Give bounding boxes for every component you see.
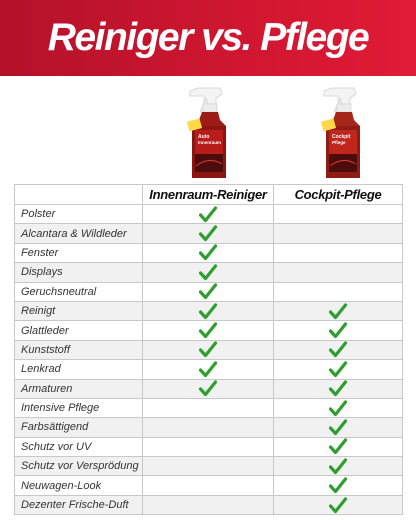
cell-reiniger: [142, 283, 273, 301]
checkmark-icon: [329, 458, 347, 475]
cell-reiniger: [142, 263, 273, 281]
row-label: Fenster: [14, 244, 142, 262]
table-header-row: [14, 185, 403, 205]
banner-title: Reiniger vs. Pflege: [47, 16, 369, 59]
row-label: Armaturen: [14, 380, 142, 398]
table-row: [14, 321, 403, 340]
row-label: Lenkrad: [14, 360, 142, 378]
checkmark-icon: [199, 283, 217, 300]
table-row: [14, 418, 403, 437]
column-header-pflege: [273, 185, 403, 204]
checkmark-icon: [199, 380, 217, 397]
row-label: Neuwagen-Look: [14, 476, 142, 494]
table-row: [14, 438, 403, 457]
checkmark-icon: [329, 361, 347, 378]
svg-text:Innenraum: Innenraum: [198, 140, 222, 145]
header-banner: [0, 0, 416, 76]
checkmark-icon: [199, 322, 217, 339]
cell-reiniger: [142, 321, 273, 339]
cell-reiniger: [142, 341, 273, 359]
table-row: [14, 205, 403, 224]
row-label: Schutz vor Versprödung: [14, 457, 142, 475]
cell-pflege: [273, 380, 403, 398]
header-empty-cell: [14, 185, 142, 204]
row-label: Alcantara & Wildleder: [14, 224, 142, 242]
row-label: Geruchsneutral: [14, 283, 142, 301]
spray-bottle-icon: [176, 86, 236, 182]
cell-pflege: [273, 399, 403, 417]
cell-reiniger: [142, 457, 273, 475]
table-row: [14, 244, 403, 263]
checkmark-icon: [329, 341, 347, 358]
cell-pflege: [273, 360, 403, 378]
cell-reiniger: [142, 496, 273, 514]
cell-pflege: [273, 263, 403, 281]
table-row: [14, 341, 403, 360]
row-label: Farbsättigend: [14, 418, 142, 436]
checkmark-icon: [329, 497, 347, 514]
table-row: [14, 496, 403, 515]
checkmark-icon: [329, 322, 347, 339]
checkmark-icon: [329, 303, 347, 320]
checkmark-icon: [329, 438, 347, 455]
cell-reiniger: [142, 438, 273, 456]
cell-reiniger: [142, 476, 273, 494]
checkmark-icon: [329, 477, 347, 494]
row-label: Polster: [14, 205, 142, 223]
table-row: [14, 263, 403, 282]
product-image-pflege: [310, 86, 370, 182]
checkmark-icon: [199, 264, 217, 281]
table-row: [14, 399, 403, 418]
table-row: [14, 476, 403, 495]
spray-bottle-icon: [310, 86, 370, 182]
row-label: Kunststoff: [14, 341, 142, 359]
cell-reiniger: [142, 244, 273, 262]
product-image-reiniger: [176, 86, 236, 182]
row-label: Glattleder: [14, 321, 142, 339]
table-row: [14, 224, 403, 243]
row-label: Reinigt: [14, 302, 142, 320]
checkmark-icon: [199, 341, 217, 358]
cell-reiniger: [142, 399, 273, 417]
cell-reiniger: [142, 380, 273, 398]
table-row: [14, 360, 403, 379]
checkmark-icon: [199, 244, 217, 261]
checkmark-icon: [329, 419, 347, 436]
column-header-label: Cockpit-Pflege: [294, 187, 382, 202]
row-label: Intensive Pflege: [14, 399, 142, 417]
table-row: [14, 283, 403, 302]
cell-pflege: [273, 224, 403, 242]
svg-text:Cockpit: Cockpit: [332, 134, 351, 140]
cell-reiniger: [142, 418, 273, 436]
checkmark-icon: [329, 380, 347, 397]
cell-pflege: [273, 476, 403, 494]
cell-pflege: [273, 418, 403, 436]
svg-text:Pflege: Pflege: [332, 140, 346, 145]
table-row: [14, 380, 403, 399]
cell-pflege: [273, 302, 403, 320]
column-header-label: Innenraum-Reiniger: [149, 187, 267, 202]
cell-pflege: [273, 341, 403, 359]
row-label: Displays: [14, 263, 142, 281]
cell-reiniger: [142, 205, 273, 223]
table-row: [14, 457, 403, 476]
checkmark-icon: [199, 225, 217, 242]
cell-pflege: [273, 244, 403, 262]
cell-pflege: [273, 438, 403, 456]
cell-pflege: [273, 283, 403, 301]
column-header-reiniger: [142, 185, 273, 204]
cell-pflege: [273, 457, 403, 475]
checkmark-icon: [199, 303, 217, 320]
row-label: Dezenter Frische-Duft: [14, 496, 142, 514]
cell-pflege: [273, 321, 403, 339]
checkmark-icon: [329, 400, 347, 417]
row-label: Schutz vor UV: [14, 438, 142, 456]
svg-text:Auto: Auto: [198, 134, 210, 140]
checkmark-icon: [199, 206, 217, 223]
comparison-table: [14, 184, 403, 515]
cell-pflege: [273, 205, 403, 223]
cell-reiniger: [142, 224, 273, 242]
cell-pflege: [273, 496, 403, 514]
table-row: [14, 302, 403, 321]
checkmark-icon: [199, 361, 217, 378]
cell-reiniger: [142, 360, 273, 378]
cell-reiniger: [142, 302, 273, 320]
